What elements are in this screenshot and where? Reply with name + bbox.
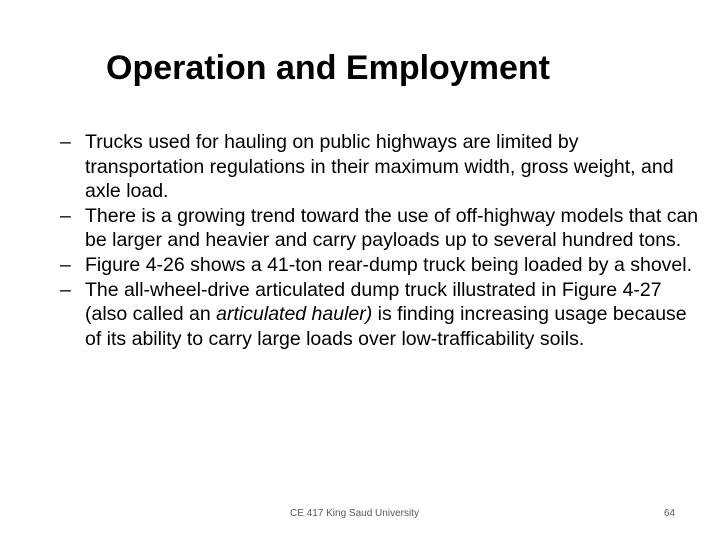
bullet-text-start: The all-wheel-drive articulated dump truck illustrated in Figure 4-27 (also called an — [85, 278, 662, 326]
bullet-dash: – — [60, 204, 71, 227]
footer-course-label: CE 417 King Saud University — [290, 508, 419, 519]
bullet-dash: – — [60, 278, 71, 301]
bullet-dash: – — [60, 253, 71, 276]
bullet-list — [60, 130, 700, 351]
bullet-item — [60, 278, 700, 352]
bullet-item — [60, 130, 700, 204]
bullet-text: Figure 4-26 shows a 41-ton rear-dump truck being loaded by a shovel. — [85, 253, 693, 276]
bullet-text: Trucks used for hauling on public highways are limited by transportation regulations in their maximum width, gross weight, and axle load. — [85, 131, 674, 203]
bullet-text: There is a growing trend toward the use of off-highway models that can be larger and heavier and carry payloads up to several hundred tons. — [85, 204, 699, 252]
bullet-text-emphasis: articulated hauler) — [216, 303, 373, 326]
slide-title: Operation and Employment — [106, 49, 550, 87]
bullet-dash: – — [60, 131, 71, 153]
bullet-item — [60, 204, 700, 253]
bullet-item — [60, 253, 700, 278]
footer-page-number: 64 — [664, 508, 676, 519]
bullet-text-end: is finding increasing usage because of its ability to carry large loads over low-trafficability soils. — [85, 303, 687, 350]
